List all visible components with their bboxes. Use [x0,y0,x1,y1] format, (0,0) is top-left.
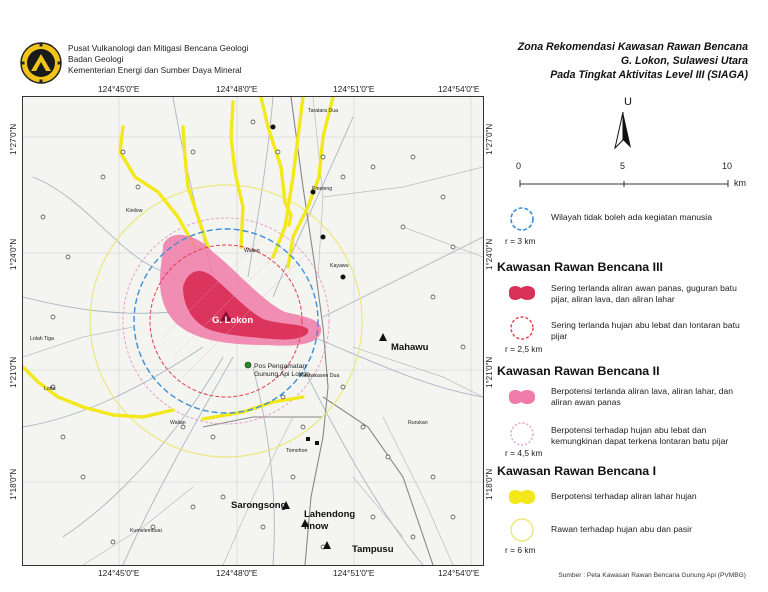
latitude-left-2: 1°24'0"N [9,238,18,270]
longitude-top-1: 124°45'0"E [98,84,140,94]
krb1-fill-swatch [506,486,538,513]
place-label-7: Wailan [244,248,260,254]
hazard-map [22,96,484,566]
krb3-fill-swatch [506,282,538,309]
krb3-flow-text: Sering terlanda aliran awan panas, guguran batu pijar, aliran lava, dan aliran lahar [551,283,737,304]
longitude-top-2: 124°48'0"E [216,84,258,94]
krb3-ash-text: Sering terlanda hujan abu lebat dan lontaran batu pijar [551,320,740,341]
place-label-3: Kakaskasen Dua [300,373,340,379]
place-label-10: Kumelembuai [130,528,162,534]
institution-line-1: Pusat Vulkanologi dan Mitigasi Bencana Geologi [68,43,249,53]
krb2-ash-text: Berpotensi terhadap hujan abu lebat dan kemungkinan dapat terkena lontaran batu pijar [551,425,729,446]
longitude-bottom-1: 124°45'0"E [98,568,140,578]
krb2-fill-swatch [506,386,538,413]
place-label-8: Lotta [44,386,56,392]
institution-line-3: Kementerian Energi dan Sumber Daya Mineral [68,65,242,75]
scale-bar [518,175,730,193]
sarongsong-label: Sarongsong [231,500,287,511]
latitude-left-4: 1°18'0"N [9,468,18,500]
exclusion-zone-swatch [508,205,536,238]
exclusion-zone-radius: r = 3 km [505,236,536,246]
latitude-left-1: 1°27'0"N [9,123,18,155]
map-title-line-2: G. Lokon, Sulawesi Utara [620,55,748,67]
mahawu-label: Mahawu [391,342,429,353]
krb3-radius: r = 2,5 km [505,344,543,354]
krb1-lahar-text: Berpotensi terhadap aliran lahar hujan [551,491,697,501]
place-label-1: Taratara Dua [308,108,338,114]
place-label-6: Lolah Tiga [30,336,54,342]
pvmbg-logo [20,42,62,84]
place-label-5: Kayawu [330,263,349,269]
latitude-right-1: 1°27'0"N [485,123,494,155]
place-label-12: Pineleng [312,186,333,192]
longitude-bottom-4: 124°54'0"E [438,568,480,578]
observation-post-label: Pos Pengamatan Gunung Api Lokon [254,363,310,378]
tampusu-label: Tampusu [352,544,394,555]
place-label-4: Tomohon [286,448,308,454]
map-title-line-3: Pada Tingkat Aktivitas Level III (SIAGA) [550,69,748,81]
lahendong-label: Lahendong linow [304,509,356,532]
krb1-radius: r = 6 km [505,545,536,555]
lokon-label: G. Lokon [212,315,254,326]
north-label: U [624,96,632,108]
longitude-bottom-3: 124°51'0"E [333,568,375,578]
krb3-heading: Kawasan Rawan Bencana III [497,260,663,274]
north-arrow-icon [612,110,634,155]
latitude-right-4: 1°18'0"N [485,468,494,500]
longitude-top-3: 124°51'0"E [333,84,375,94]
exclusion-zone-text: Wilayah tidak boleh ada kegiatan manusia [551,212,712,222]
scale-tick-5: 5 [620,161,626,171]
krb2-flow-text: Berpotensi terlanda aliran lava, aliran lahar, dan aliran awan panas [551,386,734,407]
place-label-2: Kinilow [126,208,143,214]
map-title-line-1: Zona Rekomendasi Kawasan Rawan Bencana [517,41,748,53]
observation-post-icon [245,362,251,368]
place-label-11: Walian [170,420,186,426]
source-note: Sumber : Peta Kawasan Rawan Bencana Gunung Api (PVMBG) [558,572,746,579]
krb2-radius: r = 4,5 km [505,448,543,458]
krb1-heading: Kawasan Rawan Bencana I [497,464,657,478]
longitude-top-4: 124°54'0"E [438,84,480,94]
latitude-right-2: 1°24'0"N [485,238,494,270]
place-label-9: Rurukan [408,420,428,426]
scale-unit: km [734,178,746,188]
latitude-left-3: 1°21'0"N [9,356,18,388]
longitude-bottom-2: 124°48'0"E [216,568,258,578]
institution-line-2: Badan Geologi [68,54,124,64]
latitude-right-3: 1°21'0"N [485,356,494,388]
scale-tick-10: 10 [722,161,733,171]
krb2-heading: Kawasan Rawan Bencana II [497,364,660,378]
krb3-circle-swatch [508,314,536,347]
scale-tick-0: 0 [516,161,522,171]
krb1-ash-text: Rawan terhadap hujan abu dan pasir [551,524,692,534]
